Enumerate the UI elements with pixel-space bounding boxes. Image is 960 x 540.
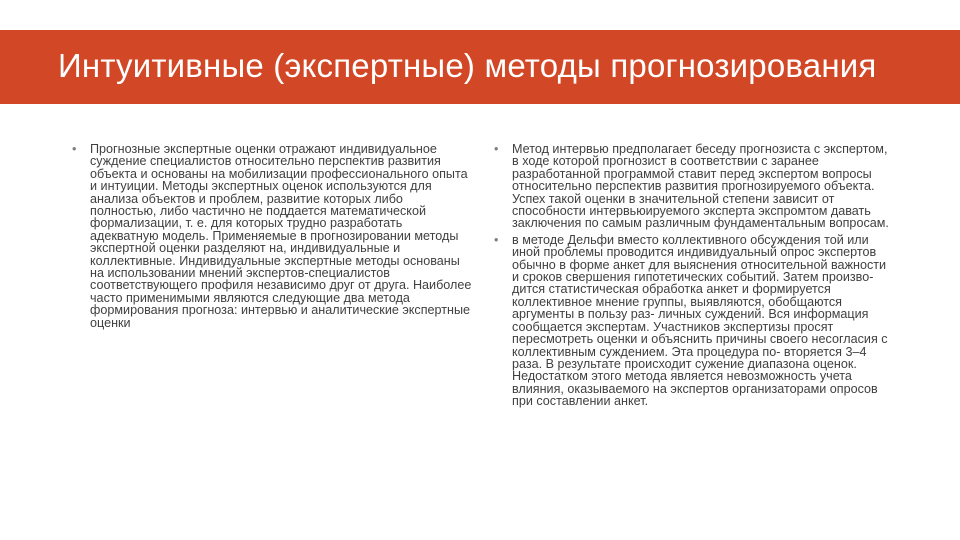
right-column xyxy=(494,143,894,412)
bullet-text: Метод интервью предполагает беседу прогнозиста с экспертом, в ходе которой прогнозист в соответствии с заранее разработанной программой ставит перед экспертом вопросы относительно перспектив развития прогнозируемого объекта. Успех такой оценки в значительной степени зависит от способности интервьюируемого эксперта экспромтом давать заключения по самым различным фундаментальным вопросам. xyxy=(512,142,889,231)
bullet-item xyxy=(72,143,472,329)
left-column xyxy=(72,143,472,333)
bullet-dot: • xyxy=(72,142,77,156)
bullet-text: Прогнозные экспертные оценки отражают индивидуальное суждение специалистов относительно перспектив развития объекта и основаны на мобилизации профессионального опыта и интуиции. Методы экспертных оценок используются для анализа объектов и проблем, развитие которых либо полностью, либо частично не поддается математической формализации, т. е. для которых трудно разработать адекватную модель. Применяемые в прогнозировании методы экспертной оценки разделяют на, индивидуальные и коллективные. Индивидуальные экспертные методы основаны на использовании мнений экспертов-специалистов соответствующего профиля независимо друг от друга. Наиболее часто применимыми являются следующие два метода формирования прогноза: интервью и аналитические экспертные оценки xyxy=(90,142,472,330)
bullet-text: в методе Дельфи вместо коллективного обсуждения той или иной проблемы проводится индивидуальный опрос экспертов обычно в форме анкет для выяснения относительной важности и сроков свершения гипотетических событий. Затем произво- дится статистическая обработка анкет и формируется коллективное мнение группы, выявляются, обобщаются аргументы в пользу раз- личных суждений. Вся информация сообщается экспертам. Участников экспертизы просят пересмотреть оценки и объяснить причины своего несогласия с коллективным суждением. Эта процедура по- вторяется 3–4 раза. В результате происходит сужение диапазона оценок. Недостатком этого метода является невозможность учета влияния, оказываемого на экспертов организаторами опросов при составлении анкет. xyxy=(512,232,888,409)
slide-title: Интуитивные (экспертные) методы прогнозирования xyxy=(58,47,877,84)
bullet-item xyxy=(494,143,894,230)
title-banner xyxy=(0,30,960,104)
bullet-dot: • xyxy=(494,232,499,247)
bullet-item xyxy=(494,234,894,408)
bullet-dot: • xyxy=(494,142,499,156)
